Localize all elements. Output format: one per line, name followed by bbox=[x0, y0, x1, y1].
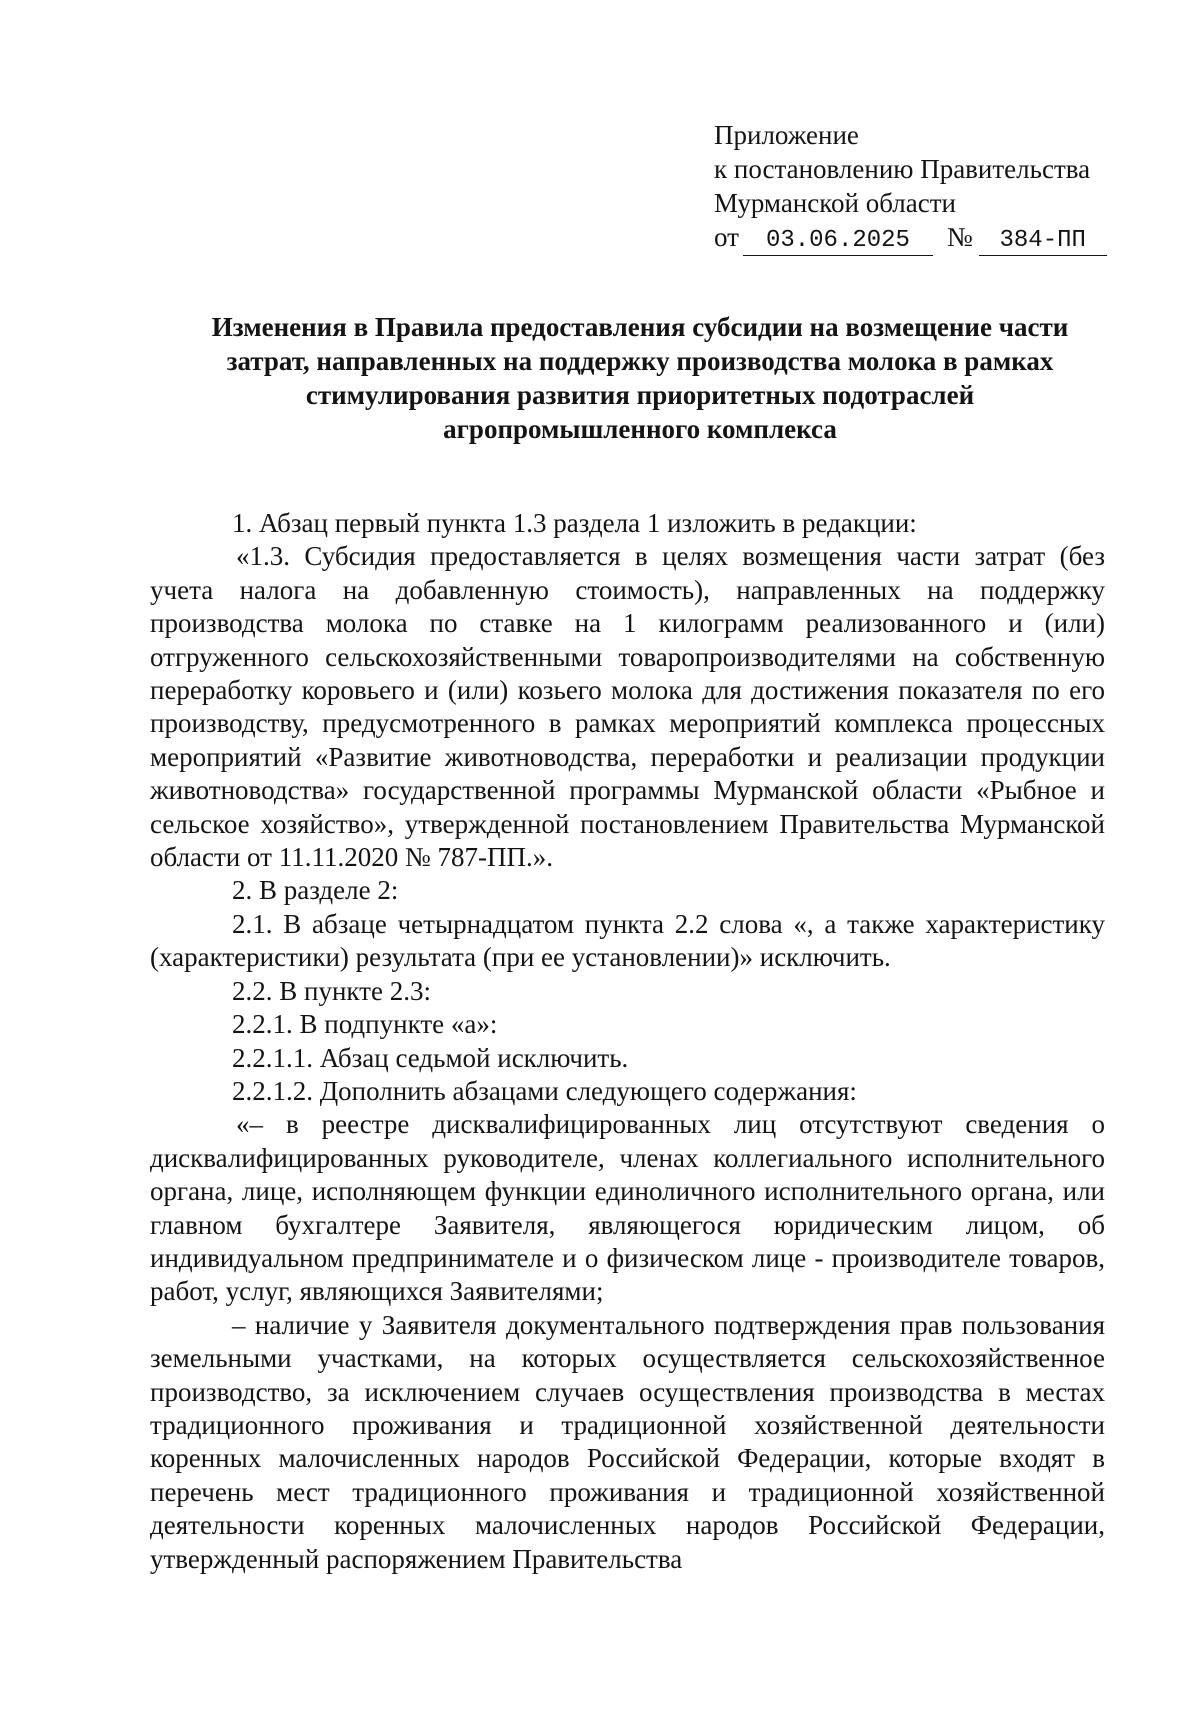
decree-number: 384-ПП bbox=[979, 227, 1107, 256]
paragraph-10: – наличие у Заявителя документального подтверждения прав пользования земельными участками, на которых осуществляется сельскохозяйственное производство, за исключением случаев осуществления производства в местах традиционного проживания и традиционной хозяйственной деятельности коренных малочисленных народов Российской Федерации, которые входят в перечень мест традиционного проживания и традиционной хозяйственной деятельности коренных малочисленных народов Российской Федерации, утвержденный распоряжением Правительства bbox=[150, 1309, 1105, 1574]
paragraph-1: 1. Абзац первый пункта 1.3 раздела 1 изложить в редакции: bbox=[232, 508, 917, 538]
paragraph-5: 2.2. В пункте 2.3: bbox=[232, 975, 431, 1006]
paragraph-9: «– в реестре дисквалифицированных лиц отсутствуют сведения о дисквалифицированных руководителе, членах коллегиального исполнительного органа, лице, исполняющем функции единоличного исполнительного органа, или главном бухгалтере Заявителя, являющегося юридическим лицом, об индивидуальном предпринимателе и о физическом лице - производителе товаров, работ, услуг, являющихся Заявителями; bbox=[150, 1109, 1105, 1307]
appendix-date-number-line bbox=[714, 220, 1107, 256]
document-body bbox=[150, 507, 1105, 1576]
from-label: от bbox=[714, 222, 739, 252]
title-line-2: затрат, направленных на поддержку производства молока в рамках bbox=[226, 346, 1054, 376]
appendix-header bbox=[714, 118, 1107, 256]
appendix-label: Приложение bbox=[714, 120, 859, 150]
paragraph-4: 2.1. В абзаце четырнадцатом пункта 2.2 слова «, а также характеристику (характеристики) результата (при ее установлении)» исключить. bbox=[150, 908, 1105, 973]
number-label: № bbox=[946, 222, 973, 252]
appendix-region: Мурманской области bbox=[714, 188, 956, 218]
document-title bbox=[150, 310, 1130, 446]
paragraph-2: «1.3. Субсидия предоставляется в целях возмещения части затрат (без учета налога на добавленную стоимость), направленных на поддержку производства молока по ставке на 1 килограмм реализованного и (или) отгруженного сельскохозяйственными товаропроизводителями на собственную переработку коровьего и (или) козьего молока для достижения показателя по его производству, предусмотренного в рамках мероприятий комплекса процессных мероприятий «Развитие животноводства, переработки и реализации продукции животноводства» государственной программы Мурманской области «Рыбное и сельское хозяйство», утвержденной постановлением Правительства Мурманской области от 11.11.2020 № 787-ПП.». bbox=[150, 541, 1105, 873]
appendix-reference: к постановлению Правительства bbox=[714, 154, 1091, 184]
title-line-1: Изменения в Правила предоставления субсидии на возмещение части bbox=[211, 312, 1069, 342]
paragraph-7: 2.2.1.1. Абзац седьмой исключить. bbox=[232, 1042, 629, 1073]
paragraph-3: 2. В разделе 2: bbox=[232, 875, 399, 906]
paragraph-6: 2.2.1. В подпункте «а»: bbox=[232, 1009, 498, 1040]
title-line-4: агропромышленного комплекса bbox=[443, 414, 837, 444]
title-line-3: стимулирования развития приоритетных подотраслей bbox=[305, 380, 975, 410]
paragraph-8: 2.2.1.2. Дополнить абзацами следующего содержания: bbox=[232, 1075, 857, 1106]
decree-date: 03.06.2025 bbox=[743, 227, 933, 256]
